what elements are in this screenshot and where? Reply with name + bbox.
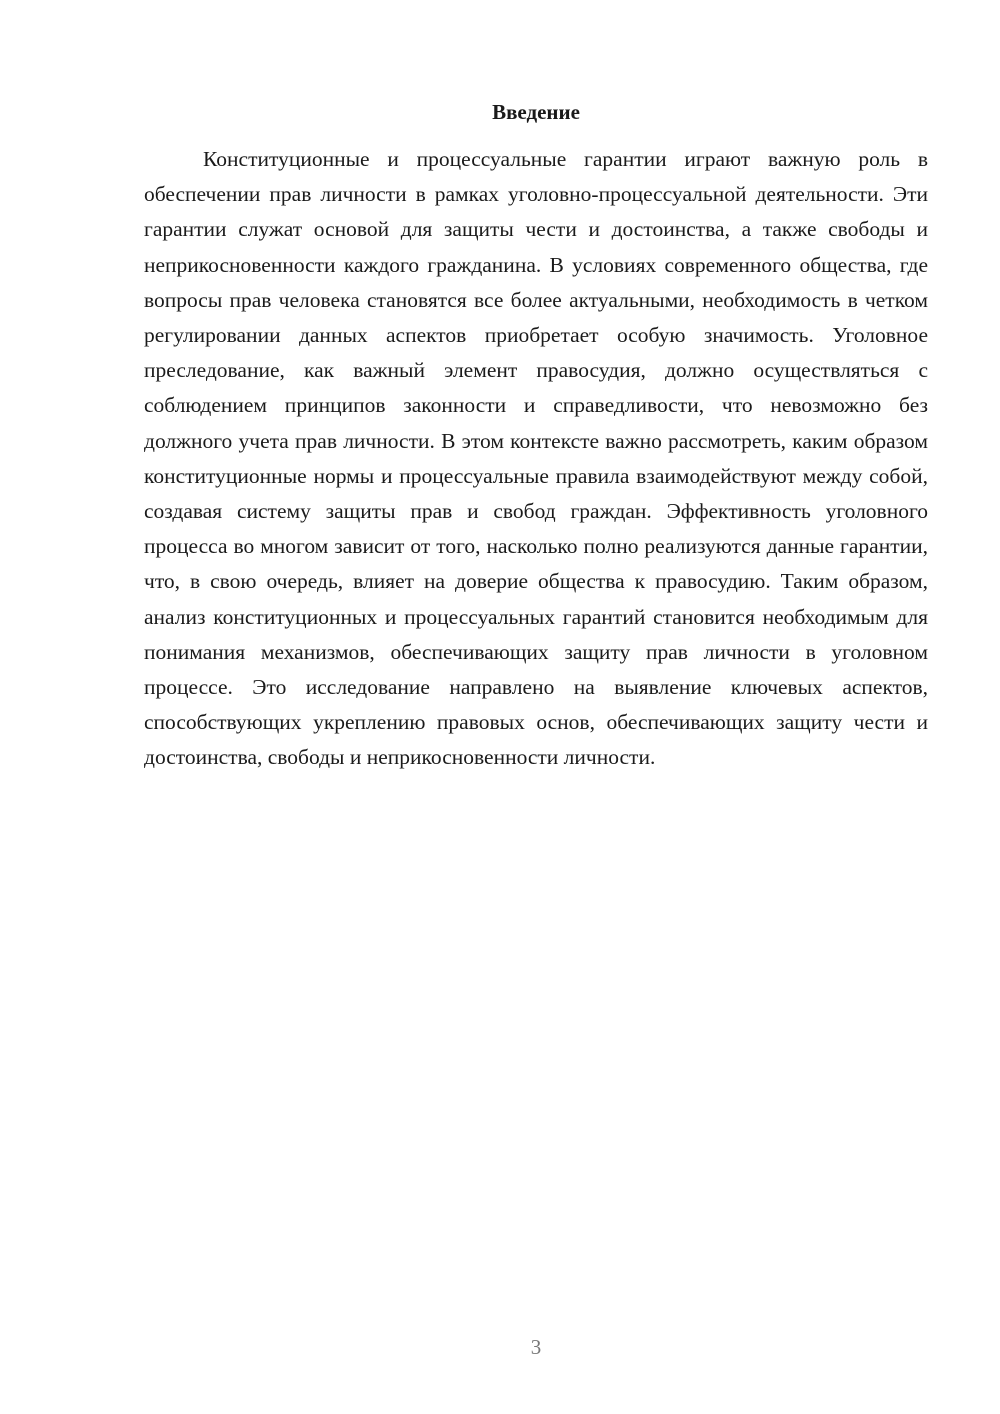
section-heading: Введение (492, 100, 580, 124)
page-number: 3 (530, 1335, 542, 1359)
body-paragraph: Конституционные и процессуальные гарантии играют важную роль в обеспечении прав личности в рамках уголовно-процессуальной деятельности. Эти гарантии служат основой для защиты чести и достоинства, а также свободы и неприкосновенности каждого гражданина. В условиях современного общества, где вопросы прав человека становятся все более актуальными, необходимость в четком регулировании данных аспектов приобретает особую значимость. Уголовное преследование, как важный элемент правосудия, должно осуществляться с соблюдением принципов законности и справедливости, что невозможно без должного учета прав личности. В этом контексте важно рассмотреть, каким образом конституционные нормы и процессуальные правила взаимодействуют между собой, создавая систему защиты прав и свобод граждан. Эффективность уголовного процесса во многом зависит от того, насколько полно реализуются данные гарантии, что, в свою очередь, влияет на доверие общества к правосудию. Таким образом, анализ конституционных и процессуальных гарантий становится необходимым для понимания механизмов, обеспечивающих защиту прав личности в уголовном процессе. Это исследование направлено на выявление ключевых аспектов, способствующих укреплению правовых основ, обеспечивающих защиту чести и достоинства, свободы и неприкосновенности личности. (144, 147, 928, 770)
